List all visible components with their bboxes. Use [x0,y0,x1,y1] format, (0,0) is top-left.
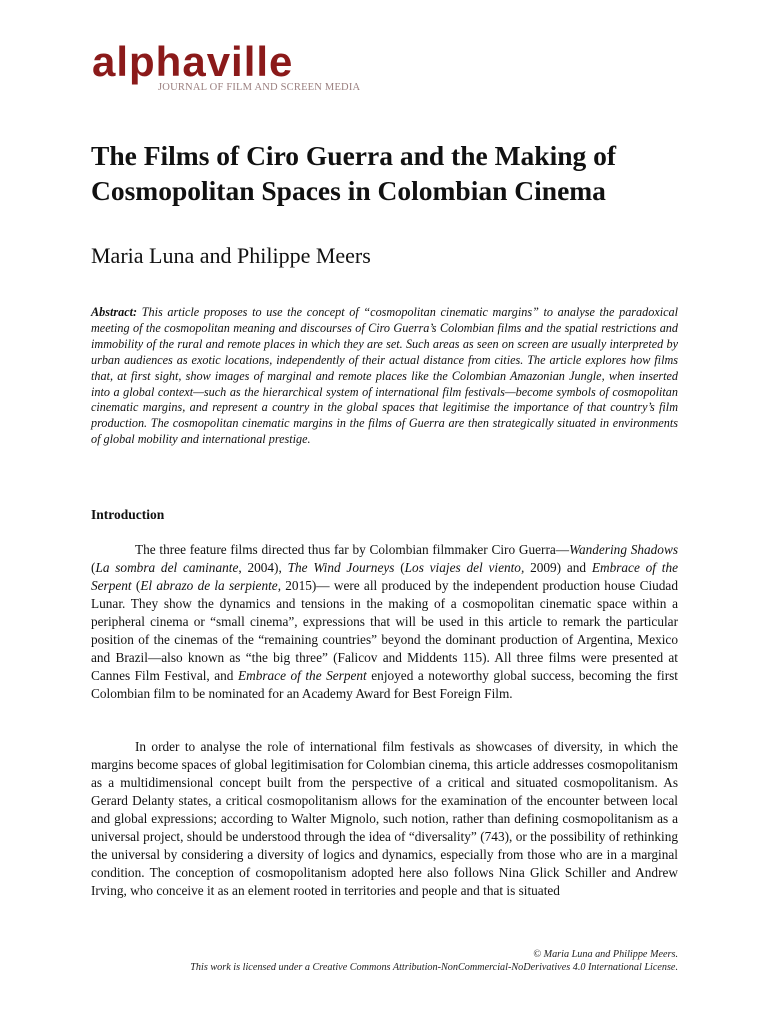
film-title: Wandering Shadows [569,542,678,557]
text-run: ( [91,560,96,575]
abstract [91,305,678,448]
page-footer [190,949,678,974]
film-title: The Wind Journeys [287,560,395,575]
logo-subtitle: JOURNAL OF FILM AND SCREEN MEDIA [158,82,361,93]
text-run: The three feature films directed thus far by Colombian filmmaker Ciro Guerra— [135,542,570,557]
journal-logo [92,38,392,100]
film-title: La sombra del caminante [95,560,239,575]
logo-wordmark: alphaville [92,38,294,85]
section-heading-introduction: Introduction [91,507,165,522]
film-title: Embrace of the Serpent [91,560,679,593]
abstract-label: Abstract: [91,305,138,319]
text-run: ( [394,560,405,575]
film-title: Los viajes del viento, [404,560,525,575]
introduction-paragraph-1 [91,541,678,703]
text-run: enjoyed a noteworthy global success, becoming the first Colombian film to be nominated for an Academy Award for Best Foreign Film. [91,668,678,701]
introduction-paragraph-2: In order to analyse the role of international film festivals as showcases of diversity, in which the margins become spaces of global legitimisation for Colombian cinema, this article addresses cosmopolitanism as a multidimensional concept built from the perspective of a critical and situated cosmopolitanism. As Gerard Delanty states, a critical cosmopolitanism allows for the examination of the encounter between local and global expressions; according to Walter Mignolo, such notion, rather than defining cosmopolitanism as a universal project, should be understood through the idea of “diversality” (743), or the possibility of rethinking the universal by considering a diversity of logics and dynamics, especially from those who are in a marginal condition. The conception of cosmopolitanism adopted here also follows Nina Glick Schiller and Andrew Irving, who conceive it as an element rooted in territories and people and that is situated [91,739,678,898]
film-title: El abrazo de la serpiente [140,578,278,593]
text-run: , 2004), [238,560,288,575]
article-authors: Maria Luna and Philippe Meers [91,243,371,268]
article-title: The Films of Ciro Guerra and the Making of Cosmopolitan Spaces in Colombian Cinema [91,140,617,206]
film-title: Embrace of the Serpent [237,668,367,683]
license-notice: This work is licensed under a Creative Commons Attribution-NonCommercial-NoDerivatives 4.0 International License. [190,961,678,973]
text-run: , 2015)— were all produced by the independent production house Ciudad Lunar. They show the dynamics and tensions in the making of a cosmopolitan cinematic space within a peripheral cinema or “small cinema”, expressions that will be used in this article to remark the particular position of the cinemas of the “remaining countries” beyond the dominant production of Argentina, Mexico and Brazil—also known as “the big three” (Falicov and Middents 115). All three films were presented at Cannes Film Festival, and [91,578,678,683]
abstract-text: This article proposes to use the concept of “cosmopolitan cinematic margins” to analyse the paradoxical meeting of the cosmopolitan meaning and discourses of Ciro Guerra’s Colombian films and the spatial restrictions and immobility of the rural and remote places in which they are set. Such areas as seen on screen are usually interpreted by urban audiences as exotic locations, independently of their actual distance from cities. The article explores how films that, at first sight, show images of marginal and remote places like the Colombian Amazonian Jungle, when inserted into a global context—such as the hierarchical system of international film festivals—become symbols of cosmopolitan cinematic margins, and represent a country in the global spaces that legitimise the importance of that country’s film production. The cosmopolitan cinematic margins in the films of Guerra are then strategically situated in environments of global mobility and international prestige. [91,305,678,447]
text-run: 2009) and [524,560,592,575]
text-run: ( [131,578,141,593]
copyright-notice: © Maria Luna and Philippe Meers. [533,949,678,960]
